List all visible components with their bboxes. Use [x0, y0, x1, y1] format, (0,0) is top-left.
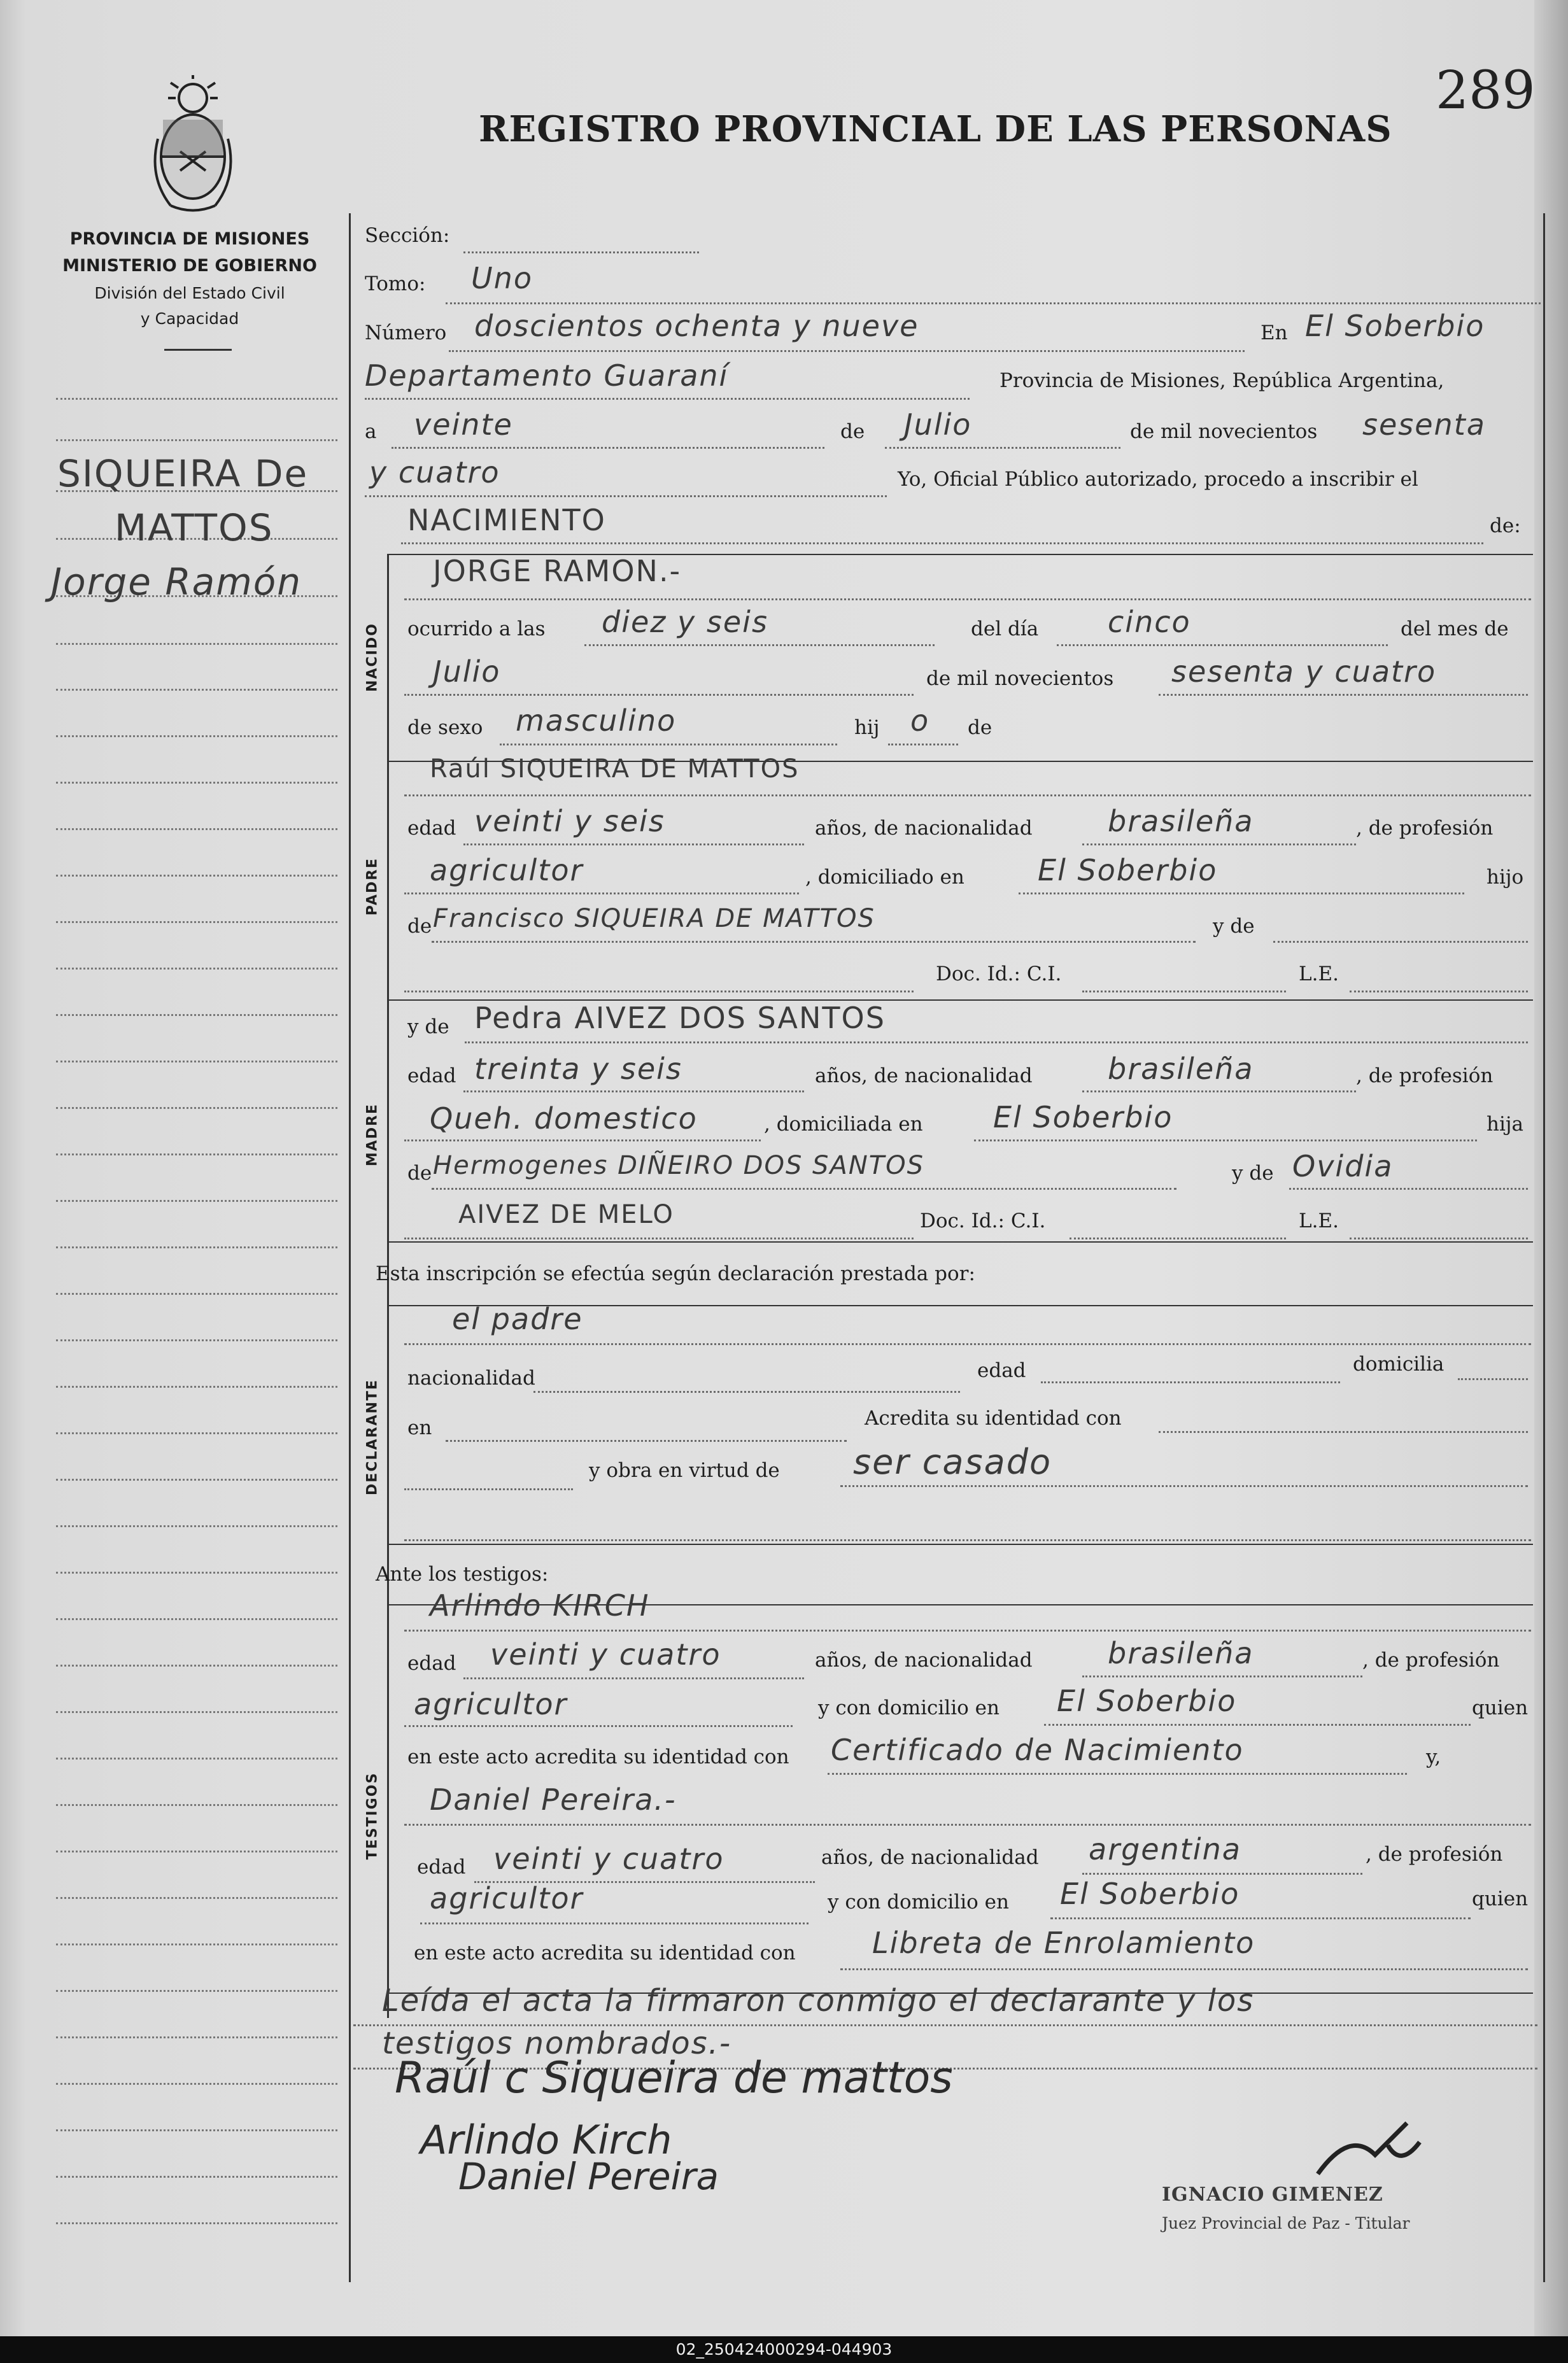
official-name: IGNACIO GIMENEZ	[1162, 2183, 1383, 2206]
tomo-label: Tomo:	[365, 272, 426, 295]
declarante-value: el padre	[452, 1302, 583, 1336]
madre-prof-line	[404, 1139, 761, 1141]
madre-doc-label: Doc. Id.: C.I.	[920, 1210, 1046, 1232]
nacido-anio-line	[1159, 694, 1528, 696]
hij-value: o	[910, 703, 930, 738]
padre-nac-line	[1082, 843, 1356, 845]
t2-edad-value: veinti y cuatro	[493, 1842, 724, 1876]
t1-edad-line	[463, 1677, 804, 1679]
hora-value: diez y seis	[602, 605, 768, 639]
mes-line	[885, 447, 1120, 449]
dia-line	[392, 447, 824, 449]
padre-le-label: L.E.	[1299, 963, 1339, 985]
padre-le-line	[1350, 991, 1528, 992]
t1-quien-label: quien	[1472, 1696, 1529, 1719]
official-signature-icon	[1311, 2117, 1426, 2187]
declarante-intro: Esta inscripción se efectúa según declaración prestada por:	[376, 1262, 975, 1285]
t1-dom-value: El Soberbio	[1057, 1684, 1237, 1718]
nacido-mes-line	[404, 694, 914, 696]
t1-nac-label: años, de nacionalidad	[815, 1649, 1033, 1672]
closing-line1: Leída el acta la firmaron conmigo el declarante y los	[382, 1983, 1255, 2019]
t2-nac-label: años, de nacionalidad	[821, 1846, 1039, 1869]
nacido-de-label: de	[968, 716, 992, 739]
madre-prof-value: Queh. domestico	[430, 1101, 698, 1136]
madre-edad-value: treinta y seis	[474, 1052, 682, 1086]
hij-label: hij	[854, 716, 880, 739]
padre-edad-label: edad	[407, 817, 456, 840]
declarante-nac-label: nacionalidad	[407, 1367, 535, 1390]
signature-witness2: Daniel Pereira	[458, 2155, 719, 2198]
padre-dom-label: , domiciliado en	[805, 866, 964, 889]
declarante-value-line	[404, 1343, 1531, 1345]
padre-madre-line	[1273, 941, 1528, 943]
padre-y-de-label: y de	[1213, 915, 1255, 938]
t1-prof-label: , de profesión	[1362, 1649, 1500, 1672]
anio-line	[365, 495, 887, 497]
declarante-nac-line	[533, 1391, 960, 1393]
main-left-border	[349, 213, 351, 2282]
issuer-underline	[164, 349, 232, 351]
seccion-label: Sección:	[365, 224, 450, 247]
nacido-anio-value: sesenta y cuatro	[1171, 654, 1437, 689]
t1-prof-line	[404, 1725, 793, 1727]
section-label-testigos: TESTIGOS	[364, 1772, 381, 1860]
signature-father: Raúl c Siqueira de mattos	[395, 2053, 953, 2103]
footer-file-id: 02_250424000294-044903	[0, 2336, 1568, 2363]
declarante-last-line	[404, 1539, 1531, 1541]
nacido-mil-label: de mil novecientos	[926, 667, 1114, 690]
madre-y-de2-label: y de	[1232, 1162, 1274, 1185]
padre-hijo-label: hijo	[1487, 866, 1524, 889]
seccion-line	[463, 251, 699, 253]
declarante-bottom-rule	[387, 1544, 1533, 1545]
testigos-intro: Ante los testigos:	[376, 1563, 549, 1586]
a-label: a	[365, 420, 377, 443]
madre-padre-line	[432, 1188, 1176, 1190]
nacido-mes-value: Julio	[433, 654, 501, 689]
t2-dom-line	[1050, 1917, 1471, 1919]
t2-id-value: Libreta de Enrolamiento	[872, 1926, 1255, 1960]
padre-edad-value: veinti y seis	[474, 804, 665, 838]
nacido-dia-value: cinco	[1108, 605, 1191, 639]
declarante-obra-value: ser casado	[853, 1442, 1052, 1482]
t2-quien-label: quien	[1472, 1887, 1529, 1910]
madre-dom-line	[974, 1139, 1477, 1141]
padre-edad-line	[463, 843, 804, 845]
madre-de-label: de	[407, 1162, 432, 1185]
coat-of-arms-icon	[145, 75, 241, 215]
madre-name-value: Pedra AIVEZ DOS SANTOS	[474, 1001, 886, 1035]
acta-value: NACIMIENTO	[407, 503, 606, 537]
anio-value2: y cuatro	[369, 455, 500, 490]
sexo-value: masculino	[516, 703, 677, 738]
t1-name-line	[404, 1630, 1531, 1632]
declarante-edad-label: edad	[977, 1359, 1026, 1382]
official-title: Juez Provincial de Paz - Titular	[1162, 2214, 1410, 2233]
sexo-label: de sexo	[407, 716, 483, 739]
acta-de-label: de:	[1490, 514, 1521, 537]
section-label-nacido: NACIDO	[364, 623, 381, 692]
mes-value: Julio	[904, 407, 972, 442]
declarante-en-line	[446, 1440, 847, 1442]
document-title: REGISTRO PROVINCIAL DE LAS PERSONAS	[479, 108, 1392, 150]
closing-line2: testigos nombrados.-	[382, 2026, 732, 2061]
t1-edad-value: veinti y cuatro	[490, 1637, 721, 1672]
del-mes-label: del mes de	[1401, 617, 1509, 640]
section-label-declarante: DECLARANTE	[364, 1379, 381, 1495]
t1-nac-value: brasileña	[1108, 1636, 1254, 1670]
mes-de-label: de	[840, 420, 865, 443]
issuer-line2: MINISTERIO DE GOBIERNO	[62, 256, 317, 276]
page-number: 289	[1436, 60, 1536, 121]
t2-id-line	[840, 1968, 1528, 1970]
nacido-name-value: JORGE RAMON.-	[433, 554, 682, 588]
dia-value: veinte	[414, 407, 513, 442]
padre-prof-value: agricultor	[430, 853, 584, 887]
acta-line	[401, 542, 1483, 544]
t2-prof-line	[420, 1922, 809, 1924]
page-edge-shadow	[1534, 0, 1568, 2336]
madre-y-de-label: y de	[407, 1015, 449, 1038]
section-inner-border	[387, 554, 389, 2018]
issuer-line3: División del Estado Civil	[94, 284, 285, 302]
margin-surname2: MATTOS	[115, 506, 274, 549]
t2-name-line	[404, 1824, 1531, 1826]
issuer-line1: PROVINCIA DE MISIONES	[69, 229, 310, 249]
padre-padre-value: Francisco SIQUEIRA DE MATTOS	[433, 904, 875, 933]
declarante-extra-line	[404, 1488, 573, 1490]
margin-surname1: SIQUEIRA De	[57, 452, 309, 495]
oficial-text: Yo, Oficial Público autorizado, procedo a inscribir el	[898, 468, 1418, 491]
padre-dom-value: El Soberbio	[1038, 853, 1218, 887]
t1-nac-line	[1082, 1675, 1362, 1677]
margin-given-names: Jorge Ramón	[51, 560, 302, 603]
mil-label: de mil novecientos	[1130, 420, 1318, 443]
hij-line	[888, 744, 958, 745]
t2-nac-line	[1082, 1873, 1362, 1875]
madre-madre-value1: Ovidia	[1292, 1149, 1394, 1183]
declarante-obra-line	[840, 1485, 1528, 1487]
madre-name-line	[465, 1041, 1528, 1043]
ocurrido-label: ocurrido a las	[407, 617, 546, 640]
padre-prof-line	[404, 892, 799, 894]
madre-nac-line	[1082, 1090, 1356, 1092]
departamento-line	[365, 398, 970, 400]
en-value: El Soberbio	[1305, 309, 1485, 343]
t2-dom-label: y con domicilio en	[828, 1891, 1009, 1914]
padre-nac-value: brasileña	[1108, 804, 1254, 838]
hora-line	[584, 644, 935, 646]
t2-prof-label: , de profesión	[1366, 1843, 1503, 1866]
issuer-line4: y Capacidad	[140, 309, 239, 328]
declarante-domicilia-line	[1458, 1378, 1528, 1380]
main-right-border	[1543, 213, 1545, 2282]
madre-padre-value: Hermogenes DIÑEIRO DOS SANTOS	[433, 1151, 925, 1180]
departamento-value: Departamento Guaraní	[365, 358, 729, 393]
anio-value1: sesenta	[1362, 407, 1486, 442]
madre-bottom-rule	[387, 1241, 1533, 1243]
padre-padre-line	[432, 941, 1196, 943]
signature-witness1: Arlindo Kirch	[420, 2117, 672, 2163]
numero-value: doscientos ochenta y nueve	[474, 309, 919, 343]
padre-prof-label: , de profesión	[1356, 817, 1494, 840]
t2-nac-value: argentina	[1089, 1832, 1241, 1866]
tomo-value: Uno	[471, 261, 533, 295]
declarante-acredita-line	[1159, 1431, 1528, 1433]
declarante-acredita-label: Acredita su identidad con	[865, 1407, 1122, 1430]
en-label: En	[1261, 321, 1288, 344]
t1-y-label: y,	[1426, 1746, 1441, 1768]
t2-name: Daniel Pereira.-	[430, 1782, 677, 1817]
padre-doc-label: Doc. Id.: C.I.	[936, 963, 1062, 985]
del-dia-label: del día	[971, 617, 1039, 640]
madre-hija-label: hija	[1487, 1113, 1523, 1136]
t2-acredita-label: en este acto acredita su identidad con	[414, 1942, 796, 1964]
madre-le-line	[1350, 1238, 1528, 1239]
padre-doc-line	[1082, 991, 1286, 992]
provincia-text: Provincia de Misiones, República Argentina,	[999, 369, 1444, 392]
madre-le-label: L.E.	[1299, 1210, 1339, 1232]
madre-nac-value: brasileña	[1108, 1052, 1254, 1086]
t1-dom-label: y con domicilio en	[818, 1696, 999, 1719]
madre-dom-label: , domiciliada en	[764, 1113, 923, 1136]
t1-acredita-label: en este acto acredita su identidad con	[407, 1746, 789, 1768]
madre-edad-line	[463, 1090, 804, 1092]
numero-line	[449, 350, 1245, 352]
madre-doc-line	[1070, 1238, 1286, 1239]
padre-extra-line	[404, 991, 914, 992]
t1-name: Arlindo KIRCH	[430, 1588, 650, 1623]
padre-de-label: de	[407, 915, 432, 938]
declarante-edad-line	[1041, 1381, 1340, 1383]
sexo-line	[500, 744, 837, 745]
nacido-name-line	[404, 598, 1531, 600]
padre-name-value: Raúl SIQUEIRA DE MATTOS	[430, 754, 800, 784]
t1-prof-value: agricultor	[414, 1687, 568, 1721]
padre-name-line	[404, 794, 1531, 796]
numero-label: Número	[365, 321, 447, 344]
t1-id-line	[828, 1773, 1407, 1775]
declarante-obra-label: y obra en virtud de	[589, 1459, 780, 1482]
declarante-en-label: en	[407, 1416, 432, 1439]
padre-dom-line	[1019, 892, 1464, 894]
t1-edad-label: edad	[407, 1652, 456, 1675]
t2-prof-value: agricultor	[430, 1881, 584, 1915]
section-label-madre: MADRE	[364, 1103, 381, 1167]
section-label-padre: PADRE	[364, 857, 381, 916]
madre-madre-value2: AIVEZ DE MELO	[458, 1200, 674, 1229]
madre-madre-line	[1289, 1188, 1528, 1190]
madre-dom-value: El Soberbio	[993, 1100, 1173, 1134]
tomo-line	[446, 302, 1541, 304]
t2-dom-value: El Soberbio	[1060, 1877, 1240, 1911]
declarante-domicilia-label: domicilia	[1353, 1353, 1444, 1376]
madre-prof-label: , de profesión	[1356, 1064, 1494, 1087]
t1-id-value: Certificado de Nacimiento	[831, 1733, 1244, 1767]
madre-nac-label: años, de nacionalidad	[815, 1064, 1033, 1087]
t1-dom-line	[1044, 1724, 1471, 1726]
madre-edad-label: edad	[407, 1064, 456, 1087]
t2-edad-label: edad	[417, 1856, 466, 1879]
padre-nac-label: años, de nacionalidad	[815, 817, 1033, 840]
madre-extra-line	[404, 1238, 914, 1239]
nacido-dia-line	[1057, 644, 1388, 646]
